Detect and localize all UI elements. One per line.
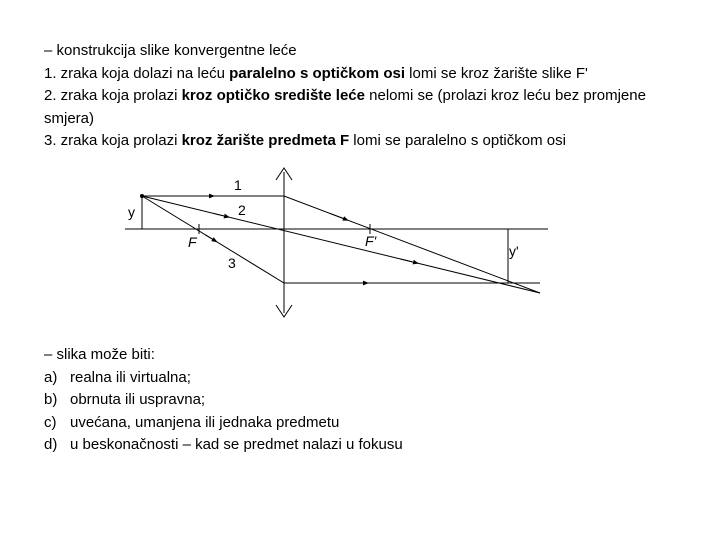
lens-ray-diagram <box>110 165 560 325</box>
list-text: obrnuta ili uspravna; <box>70 391 206 408</box>
image-label: y' <box>509 243 519 259</box>
construction-title: – konstrukcija slike konvergentne leće <box>44 42 297 59</box>
list-marker: d) <box>44 436 58 453</box>
ray-2-continued-arrow <box>400 259 416 263</box>
ray-2-text-bold: kroz optičko središte leće <box>181 87 365 104</box>
ray-1-text-bold: paralelno s optičkom osi <box>229 64 405 82</box>
construction-text <box>44 40 684 153</box>
ray-2-label: 2 <box>238 202 246 218</box>
ray-3-rule <box>44 130 684 153</box>
image-types-list <box>44 344 544 457</box>
ray-1-text-c: lomi se kroz žarište slike F' <box>405 64 588 82</box>
ray-3-text-a: 3. zraka koja prolazi <box>44 132 182 149</box>
list-text: u beskonačnosti – kad se predmet nalazi u fokusu <box>70 436 403 453</box>
focus-object-label: F <box>188 234 197 250</box>
ray-3-arrow <box>205 235 215 241</box>
ray-1-text-a: 1. zraka koja dolazi na leću <box>44 64 230 82</box>
list-item <box>44 389 544 412</box>
ray-3-text-c: lomi se paralelno s optičkom osi <box>349 132 566 149</box>
ray-3-text-bold: kroz žarište predmeta F <box>181 132 350 149</box>
ray-3-label: 3 <box>228 255 236 271</box>
list-item <box>44 434 544 457</box>
image-types-heading: – slika može biti: <box>44 346 155 363</box>
list-item <box>44 412 544 435</box>
focus-image-label: F' <box>365 233 377 249</box>
list-marker: a) <box>44 368 58 386</box>
ray-1-rule <box>44 63 684 86</box>
list-marker: c) <box>44 413 57 431</box>
ray-2-text-a: 2. zraka koja prolazi <box>44 87 182 104</box>
list-marker: b) <box>44 391 58 408</box>
ray-2-path <box>142 196 540 293</box>
ray-1-label: 1 <box>234 177 242 193</box>
ray-2-arrow <box>213 213 227 216</box>
object-label: y <box>128 204 135 220</box>
ray-1-refracted-arrow <box>330 213 346 219</box>
ray-2-text-c: nelomi se (prolazi kroz leću bez promjene smjera) <box>44 87 646 127</box>
ray-2-rule <box>44 85 684 130</box>
object-tip <box>140 194 144 198</box>
list-item <box>44 367 544 390</box>
list-text: realna ili virtualna; <box>70 368 191 386</box>
list-text: uvećana, umanjena ili jednaka predmetu <box>70 413 340 431</box>
